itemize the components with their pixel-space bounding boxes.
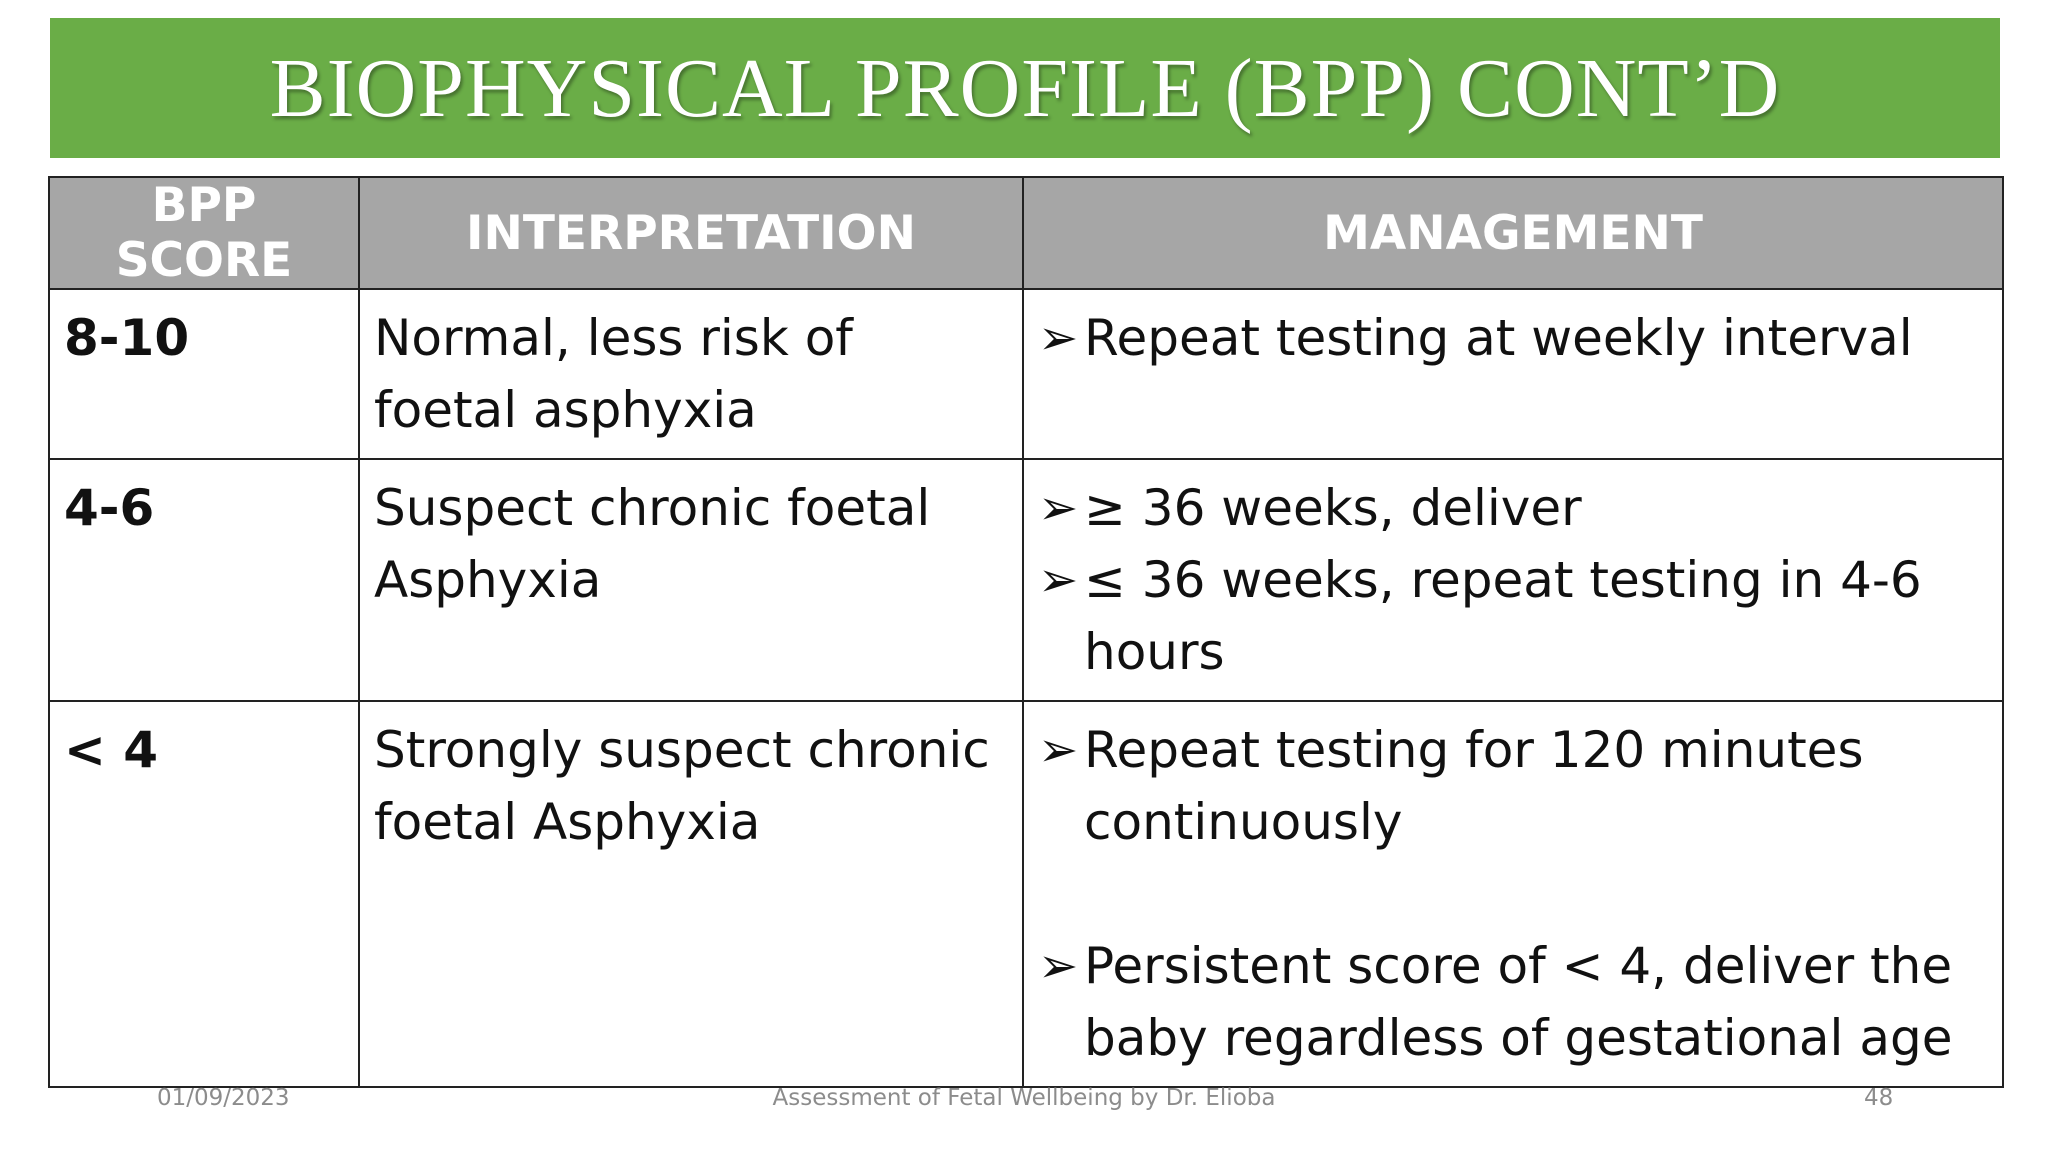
spacer xyxy=(1038,858,1988,930)
management-cell xyxy=(1023,289,2003,459)
management-cell xyxy=(1023,459,2003,701)
management-text: ≤ 36 weeks, repeat testing in 4-6 hours xyxy=(1084,551,1922,681)
arrow-bullet-icon: ➢ xyxy=(1038,552,1079,608)
table-row xyxy=(49,289,2003,459)
arrow-bullet-icon: ➢ xyxy=(1038,722,1079,778)
arrow-bullet-icon: ➢ xyxy=(1038,938,1079,994)
interpretation-cell: Suspect chronic foetal Asphyxia xyxy=(359,459,1023,701)
bpp-table xyxy=(48,176,2004,1088)
management-item xyxy=(1038,930,1988,1074)
arrow-bullet-icon: ➢ xyxy=(1038,310,1079,366)
interpretation-cell: Strongly suspect chronic foetal Asphyxia xyxy=(359,701,1023,1087)
management-text: Persistent score of < 4, deliver the baby regardless of gestational age xyxy=(1084,937,1953,1067)
footer-date: 01/09/2023 xyxy=(157,1085,290,1111)
management-cell xyxy=(1023,701,2003,1087)
management-text: ≥ 36 weeks, deliver xyxy=(1084,479,1582,537)
management-text: Repeat testing for 120 minutes continuously xyxy=(1084,721,1864,851)
footer-title: Assessment of Fetal Wellbeing by Dr. Elioba xyxy=(772,1085,1276,1111)
score-cell: < 4 xyxy=(49,701,359,1087)
score-cell: 8-10 xyxy=(49,289,359,459)
slide-title: BIOPHYSICAL PROFILE (BPP) CONT’D xyxy=(269,41,1781,135)
management-item xyxy=(1038,472,1988,544)
management-item xyxy=(1038,544,1988,688)
title-banner xyxy=(50,18,2000,158)
interpretation-cell: Normal, less risk of foetal asphyxia xyxy=(359,289,1023,459)
score-cell: 4-6 xyxy=(49,459,359,701)
table-header-row xyxy=(49,177,2003,289)
table-row xyxy=(49,701,2003,1087)
footer-page-number: 48 xyxy=(1864,1085,1894,1111)
header-bpp-score: BPP SCORE xyxy=(49,177,359,289)
management-item xyxy=(1038,714,1988,858)
table-row xyxy=(49,459,2003,701)
header-management: MANAGEMENT xyxy=(1023,177,2003,289)
management-item xyxy=(1038,302,1988,374)
management-text: Repeat testing at weekly interval xyxy=(1084,309,1913,367)
arrow-bullet-icon: ➢ xyxy=(1038,480,1079,536)
header-interpretation: INTERPRETATION xyxy=(359,177,1023,289)
